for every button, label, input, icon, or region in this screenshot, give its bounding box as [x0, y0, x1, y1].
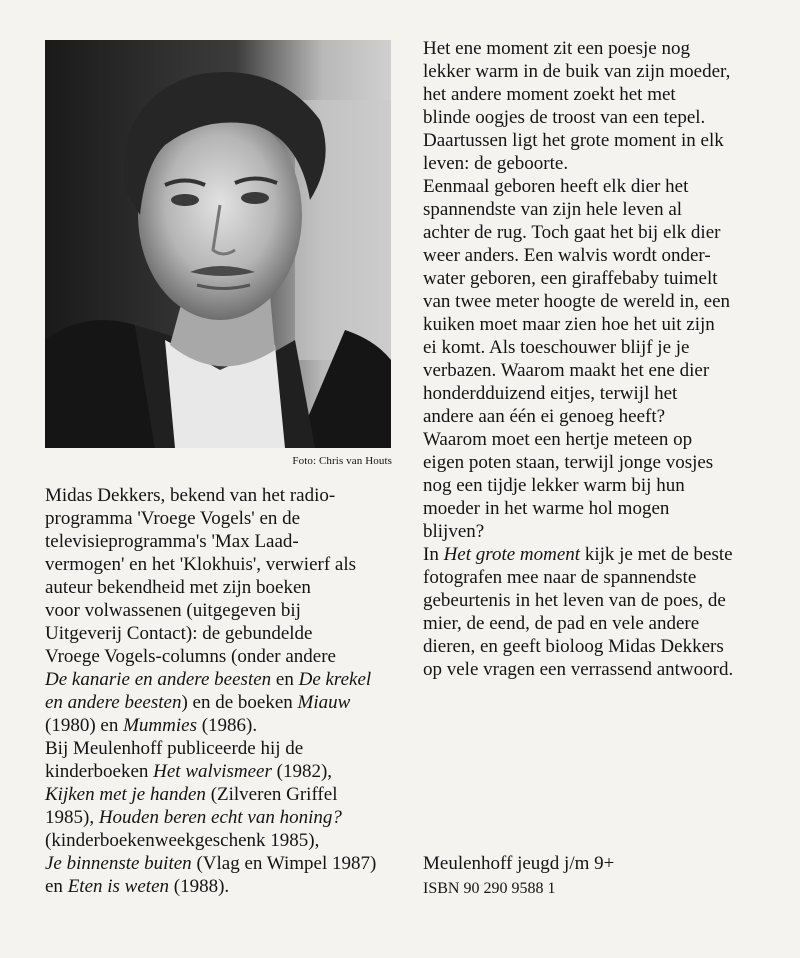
text-run: ei komt. Als toeschouwer blijf je je: [423, 337, 690, 358]
blurb-line: [423, 658, 733, 681]
blurb-line: [423, 359, 733, 382]
blurb-line: [423, 198, 733, 221]
bio-line: [45, 737, 376, 760]
portrait-illustration: [45, 40, 391, 448]
text-run: voor volwassenen (uitgegeven bij: [45, 600, 301, 621]
blurb-line: [423, 267, 733, 290]
bio-line: [45, 852, 376, 875]
book-title: Je binnenste buiten: [45, 853, 192, 874]
blurb-line: [423, 566, 733, 589]
text-run: en: [271, 669, 299, 690]
text-run: eigen poten staan, terwijl jonge vosjes: [423, 452, 714, 473]
text-run: achter de rug. Toch gaat het bij elk dier: [423, 222, 721, 243]
text-run: andere aan één ei genoeg heeft?: [423, 406, 666, 427]
blurb-line: [423, 612, 733, 635]
blurb-line: [423, 37, 733, 60]
text-run: op vele vragen een verrassend antwoord.: [423, 659, 734, 680]
text-run: water geboren, een giraffebaby tuimelt: [423, 268, 718, 289]
blurb-line: [423, 221, 733, 244]
blurb-line: [423, 405, 733, 428]
text-run: Bij Meulenhoff publiceerde hij de: [45, 738, 304, 759]
text-run: (kinderboekenweekgeschenk 1985),: [45, 830, 320, 851]
text-run: Waarom moet een hertje meteen op: [423, 429, 693, 450]
text-run: verbazen. Waarom maakt het ene dier: [423, 360, 710, 381]
blurb-line: [423, 451, 733, 474]
book-title: Mummies: [123, 715, 197, 736]
blurb-line: [423, 106, 733, 129]
text-run: kinderboeken: [45, 761, 154, 782]
author-portrait-photo: [45, 40, 391, 448]
bio-line: [45, 599, 376, 622]
book-title: Eten is weten: [67, 876, 169, 897]
text-run: programma 'Vroege Vogels' en de: [45, 508, 301, 529]
text-run: mier, de eend, de pad en vele andere: [423, 613, 700, 634]
book-title: en andere beesten: [45, 692, 182, 713]
text-run: auteur bekendheid met zijn boeken: [45, 577, 311, 598]
text-run: Midas Dekkers, bekend van het radio-: [45, 485, 336, 506]
book-title: Het grote moment: [443, 544, 581, 565]
bio-line: [45, 829, 376, 852]
blurb-line: [423, 313, 733, 336]
blurb-line: [423, 175, 733, 198]
photo-credit: Foto: Chris van Houts: [292, 455, 392, 467]
text-run: In: [423, 544, 444, 565]
text-run: fotografen mee naar de spannendste: [423, 567, 697, 588]
blurb-line: [423, 83, 733, 106]
text-run: Vroege Vogels-columns (onder andere: [45, 646, 336, 667]
blurb-line: [423, 290, 733, 313]
text-run: moeder in het warme hol mogen: [423, 498, 670, 519]
text-run: televisieprogramma's 'Max Laad-: [45, 531, 299, 552]
blurb-line: [423, 589, 733, 612]
book-title: Het walvismeer: [153, 761, 272, 782]
blurb-line: [423, 244, 733, 267]
blurb-line: [423, 543, 733, 566]
book-title: De kanarie en andere beesten: [45, 669, 272, 690]
bio-line: [45, 576, 376, 599]
text-run: spannendste van zijn hele leven al: [423, 199, 683, 220]
text-run: 1985),: [45, 807, 99, 828]
blurb-line: [423, 336, 733, 359]
book-title: Kijken met je handen: [45, 784, 206, 805]
text-run: blijven?: [423, 521, 485, 542]
blurb-line: [423, 382, 733, 405]
author-biography: [45, 484, 376, 898]
blurb-line: [423, 60, 733, 83]
blurb-line: [423, 520, 733, 543]
bio-line: [45, 714, 376, 737]
blurb-line: [423, 152, 733, 175]
text-run: (Vlag en Wimpel 1987): [191, 853, 377, 874]
bio-line: [45, 507, 376, 530]
text-run: Het ene moment zit een poesje nog: [423, 38, 690, 59]
publisher-age-line: Meulenhoff jeugd j/m 9+: [423, 853, 615, 874]
isbn-line: ISBN 90 290 9588 1: [423, 880, 556, 897]
text-run: ) en de boeken: [181, 692, 298, 713]
text-run: Daartussen ligt het grote moment in elk: [423, 130, 724, 151]
text-run: gebeurtenis in het leven van de poes, de: [423, 590, 726, 611]
text-run: van twee meter hoogte de wereld in, een: [423, 291, 731, 312]
blurb-line: [423, 129, 733, 152]
text-run: Eenmaal geboren heeft elk dier het: [423, 176, 689, 197]
bio-line: [45, 668, 376, 691]
bio-line: [45, 484, 376, 507]
bio-line: [45, 530, 376, 553]
text-run: en: [45, 876, 68, 897]
bio-line: [45, 783, 376, 806]
text-run: (1982),: [271, 761, 333, 782]
bio-line: [45, 553, 376, 576]
text-run: kuiken moet maar zien hoe het uit zijn: [423, 314, 715, 335]
blurb-line: [423, 474, 733, 497]
text-run: honderdduizend eitjes, terwijl het: [423, 383, 678, 404]
text-run: leven: de geboorte.: [423, 153, 569, 174]
blurb-line: [423, 428, 733, 451]
text-run: (1986).: [196, 715, 258, 736]
book-blurb: [423, 37, 733, 681]
text-run: weer anders. Een walvis wordt onder-: [423, 245, 711, 266]
bio-line: [45, 645, 376, 668]
blurb-line: [423, 497, 733, 520]
text-run: (1988).: [169, 876, 230, 897]
book-title: Miauw: [297, 692, 351, 713]
text-run: (1980) en: [45, 715, 124, 736]
bio-line: [45, 622, 376, 645]
text-run: lekker warm in de buik van zijn moeder,: [423, 61, 731, 82]
bio-line: [45, 691, 376, 714]
blurb-line: [423, 635, 733, 658]
bio-line: [45, 760, 376, 783]
book-title: De krekel: [298, 669, 372, 690]
imprint: [423, 851, 614, 901]
text-run: blinde oogjes de troost van een tepel.: [423, 107, 706, 128]
text-run: nog een tijdje lekker warm bij hun: [423, 475, 685, 496]
book-title: Houden beren echt van honing?: [98, 807, 342, 828]
text-run: kijk je met de beste: [580, 544, 733, 565]
text-run: Uitgeverij Contact): de gebundelde: [45, 623, 313, 644]
text-run: het andere moment zoekt het met: [423, 84, 676, 105]
text-run: dieren, en geeft bioloog Midas Dekkers: [423, 636, 724, 657]
bio-line: [45, 875, 376, 898]
text-run: vermogen' en het 'Klokhuis', verwierf als: [45, 554, 357, 575]
bio-line: [45, 806, 376, 829]
text-run: (Zilveren Griffel: [205, 784, 338, 805]
